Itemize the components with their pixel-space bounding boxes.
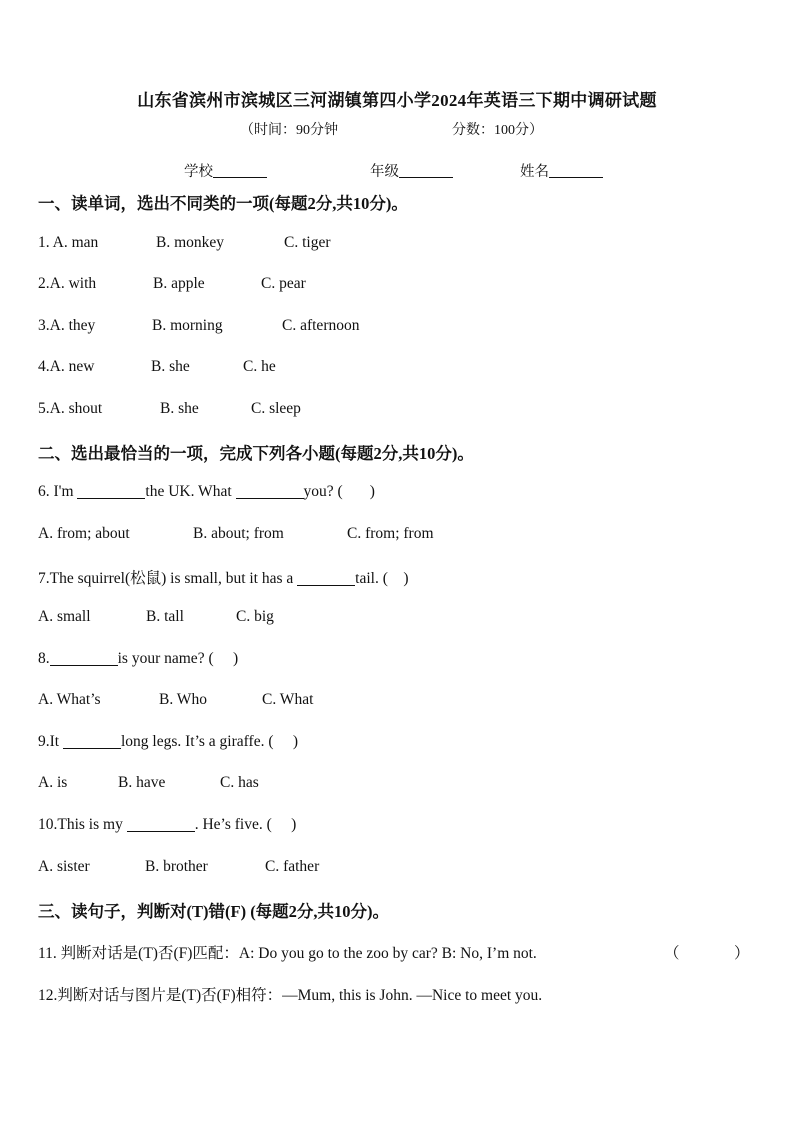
q8-text-2: is your name? (: [117, 650, 214, 667]
q7-text-1: 7.The squirrel(松鼠) is small, but it has a: [38, 570, 298, 587]
q8-stem: [38, 650, 238, 668]
q10-blank[interactable]: [127, 816, 195, 832]
q9-answer-space[interactable]: [274, 733, 293, 751]
name-label: 姓名: [520, 164, 549, 180]
q9-option-b: B. have: [118, 774, 166, 791]
q6-text-2: the UK. What: [145, 483, 236, 500]
q1-option-c: C. tiger: [284, 234, 331, 251]
name-field: [520, 160, 603, 181]
q5-option-b: B. she: [160, 400, 199, 417]
school-field: [184, 160, 267, 181]
exam-score: 分数：100分）: [452, 123, 543, 138]
section3-heading: 三、读句子，判断对(T)错(F) (每题2分,共10分)。: [38, 902, 390, 921]
q8-text-1: 8.: [38, 650, 50, 667]
q9-stem: [38, 733, 298, 751]
grade-blank[interactable]: [399, 163, 453, 178]
q6-option-c: C. from; from: [347, 525, 434, 542]
q2-option-b: B. apple: [153, 275, 205, 292]
q9-text-2: long legs. It’s a giraffe. (: [120, 733, 274, 750]
q6-option-b: B. about; from: [193, 525, 284, 542]
q11-answer-space[interactable]: [684, 941, 734, 959]
q10-answer-space[interactable]: [272, 816, 291, 834]
school-label: 学校: [184, 164, 213, 180]
q7-answer-space[interactable]: [388, 570, 404, 588]
q7-text-2: tail. (: [355, 570, 388, 587]
q6-blank-2[interactable]: [236, 483, 304, 499]
q6-text-4: ): [369, 483, 375, 500]
q11-answer-close: ）: [734, 945, 750, 962]
q2-option-a: 2.A. with: [38, 275, 97, 292]
q6-stem: [38, 483, 375, 501]
q10-text-1: 10.This is my: [38, 816, 127, 833]
q10-text-3: ): [291, 816, 297, 833]
q6-answer-space[interactable]: [343, 483, 370, 501]
q7-option-c: C. big: [236, 608, 274, 625]
q7-stem: [38, 566, 409, 588]
q10-text-2: . He’s five. (: [194, 816, 272, 833]
grade-label: 年级: [370, 164, 399, 180]
q1-option-a: 1. A. man: [38, 234, 99, 251]
section2-heading: 二、选出最恰当的一项，完成下列各小题(每题2分,共10分)。: [38, 444, 474, 463]
q9-option-c: C. has: [220, 774, 259, 791]
q6-text-1: 6. I'm: [38, 483, 78, 500]
q3-option-c: C. afternoon: [282, 317, 360, 334]
q7-text-3: ): [403, 570, 409, 587]
q8-option-c: C. What: [262, 691, 314, 708]
q3-option-b: B. morning: [152, 317, 223, 334]
q8-text-3: ): [232, 650, 239, 667]
section1-heading: 一、读单词，选出不同类的一项(每题2分,共10分)。: [38, 194, 408, 213]
q4-option-b: B. she: [151, 358, 190, 375]
school-blank[interactable]: [213, 163, 267, 178]
q9-option-a: A. is: [38, 774, 68, 791]
q11-answer-open: （: [664, 945, 680, 962]
q7-option-a: A. small: [38, 608, 91, 625]
q1-option-b: B. monkey: [156, 234, 225, 251]
grade-field: [370, 160, 453, 181]
q8-answer-space[interactable]: [214, 650, 233, 668]
q2-option-c: C. pear: [261, 275, 306, 292]
q8-blank[interactable]: [50, 650, 118, 666]
q6-text-3: you? (: [303, 483, 343, 500]
name-blank[interactable]: [549, 163, 603, 178]
exam-time: （时间：90分钟: [240, 123, 338, 138]
q6-blank-1[interactable]: [77, 483, 145, 499]
page-title: 山东省滨州市滨城区三河湖镇第四小学2024年英语三下期中调研试题: [137, 91, 657, 110]
q9-blank[interactable]: [63, 733, 121, 749]
q9-text-1: 9.It: [38, 733, 63, 750]
q10-option-a: A. sister: [38, 858, 90, 875]
q5-option-c: C. sleep: [251, 400, 301, 417]
q7-option-b: B. tall: [146, 608, 184, 625]
q8-option-b: B. Who: [159, 691, 207, 708]
q5-option-a: 5.A. shout: [38, 400, 103, 417]
q12-stem: 12.判断对话与图片是(T)否(F)相符：—Mum, this is John. —Nice to meet you.: [38, 987, 543, 1004]
q3-option-a: 3.A. they: [38, 317, 96, 334]
q10-option-b: B. brother: [145, 858, 208, 875]
q8-option-a: A. What’s: [38, 691, 101, 708]
q7-blank[interactable]: [297, 570, 355, 586]
q4-option-c: C. he: [243, 358, 276, 375]
q6-option-a: A. from; about: [38, 525, 130, 542]
q11-stem: 11. 判断对话是(T)否(F)匹配：A: Do you go to the zoo by car? B: No, I’m not.: [38, 945, 537, 962]
q9-text-3: ): [292, 733, 299, 750]
q10-option-c: C. father: [265, 858, 320, 875]
q10-stem: [38, 816, 296, 834]
q4-option-a: 4.A. new: [38, 358, 95, 375]
